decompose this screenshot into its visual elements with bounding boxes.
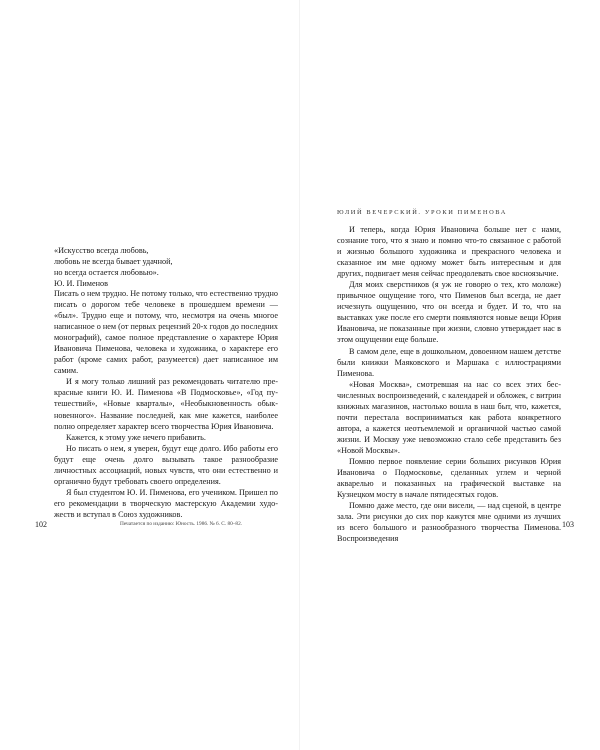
paragraph: Помню первое появление серии больших рисунков Юрия Ивановича о Подмосковье, сделанных углем и черной акварелью и показанных на графической выставке на Кузнецком мосту в начале пятидесятых годов. bbox=[337, 456, 561, 500]
paragraph: Писать о нем трудно. Не потому только, что естественно трудно писать о дорогом тебе человеке в прошедшем времени — «был». Трудно еще и потому, что, несмотря на очень многое написанное о нем (от первых рецензий 20-х годов до последних монографий), самое полное представление о характере Юрия Ивановича Пименова, человека и художника, о характере его работ (кроме самих работ, разумеется) дает написанное им самим. bbox=[54, 289, 278, 376]
paragraph: Кажется, к этому уже нечего прибавить. bbox=[66, 432, 206, 442]
paragraph: Но писать о нем, я уверен, будут еще долго. Ибо работы его будут еще очень долго вызывать такое разнообразие личностных ассоциаций, новых чувств, что они естественно и органично будут требовать своего определения. bbox=[54, 443, 278, 486]
epigraph-author: Ю. И. Пименов bbox=[54, 279, 108, 288]
source-note: Печатается по изданию: Юность. 1986. № 6. С. 80–82. bbox=[120, 521, 243, 527]
paragraph: «Новая Москва», смотревшая на нас со всех этих бесчисленных воспроизведений, с календарей и обложек, с витрин книжных магазинов, настолько вошла в наш быт, что, кажется, почти перестала восприниматься как работа конкретного автора, а кажется неотъемлемой и органичной частью самой жизни. И Москву уже невозможно стало себе представить без «Новой Москвы». bbox=[337, 379, 561, 455]
paragraph: Для моих сверстников (я уж не говорю о тех, кто моложе) привычное ощущение того, что Пименов был всегда, не дает исчезнуть ощущению, что он всегда и будет. И то, что на выставках уже после его смерти появляются новые вещи Юрия Ивановича, не показанные при жизни, словно утверждает нас в этом ощущении еще больше. bbox=[337, 280, 561, 345]
epigraph-line: «Искусство всегда любовь, bbox=[54, 246, 149, 255]
paragraph: В самом деле, еще в дошкольном, довоенном нашем детстве были книжки Маяковского и Маршака с иллюстрациями Пименова. bbox=[337, 346, 561, 378]
paragraph: И я могу только лишний раз рекомендовать читателю прекрасные книги Ю. И. Пименова «В Подмосковье», «Год путешествий», «Новые кварталы», «Необыкновенность обыкновенного». Название последней, как мне кажется, наиболее полно определяет характер всего творчества Юрия Ивановича. bbox=[54, 377, 278, 431]
epigraph-line: но всегда остается любовью». bbox=[54, 268, 159, 277]
page-number: 102 bbox=[35, 520, 47, 529]
right-body-text bbox=[337, 224, 561, 544]
epigraph-line: любовь не всегда бывает удачной, bbox=[54, 257, 173, 266]
running-head: ЮЛИЙ ВЕЧЕРСКИЙ. УРОКИ ПИМЕНОВА bbox=[337, 209, 507, 216]
page-number: 103 bbox=[562, 520, 574, 529]
paragraph: Помню даже место, где они висели, — над сценой, в центре зала. Эти рисунки до сих пор кажутся мне одними из лучших из всего большого и разнообразного творчества Пименова. Воспроизведения bbox=[337, 501, 561, 544]
paragraph: И теперь, когда Юрия Ивановича больше нет с нами, сознание того, что я знаю и помню что-то связанное с работой и жизнью большого художника и прекрасного человека и сказанное им мне одному может быть интересным и для других, подвигает меня сейчас преодолевать свое косноязычие. bbox=[337, 225, 561, 279]
left-body-text bbox=[54, 288, 278, 520]
paragraph: Я был студентом Ю. И. Пименова, его учеником. Пришел по его рекомендации в творческую мастерскую Академии художеств и вступал в Союз художников. bbox=[54, 487, 278, 519]
epigraph bbox=[54, 245, 274, 289]
right-page bbox=[300, 0, 600, 750]
